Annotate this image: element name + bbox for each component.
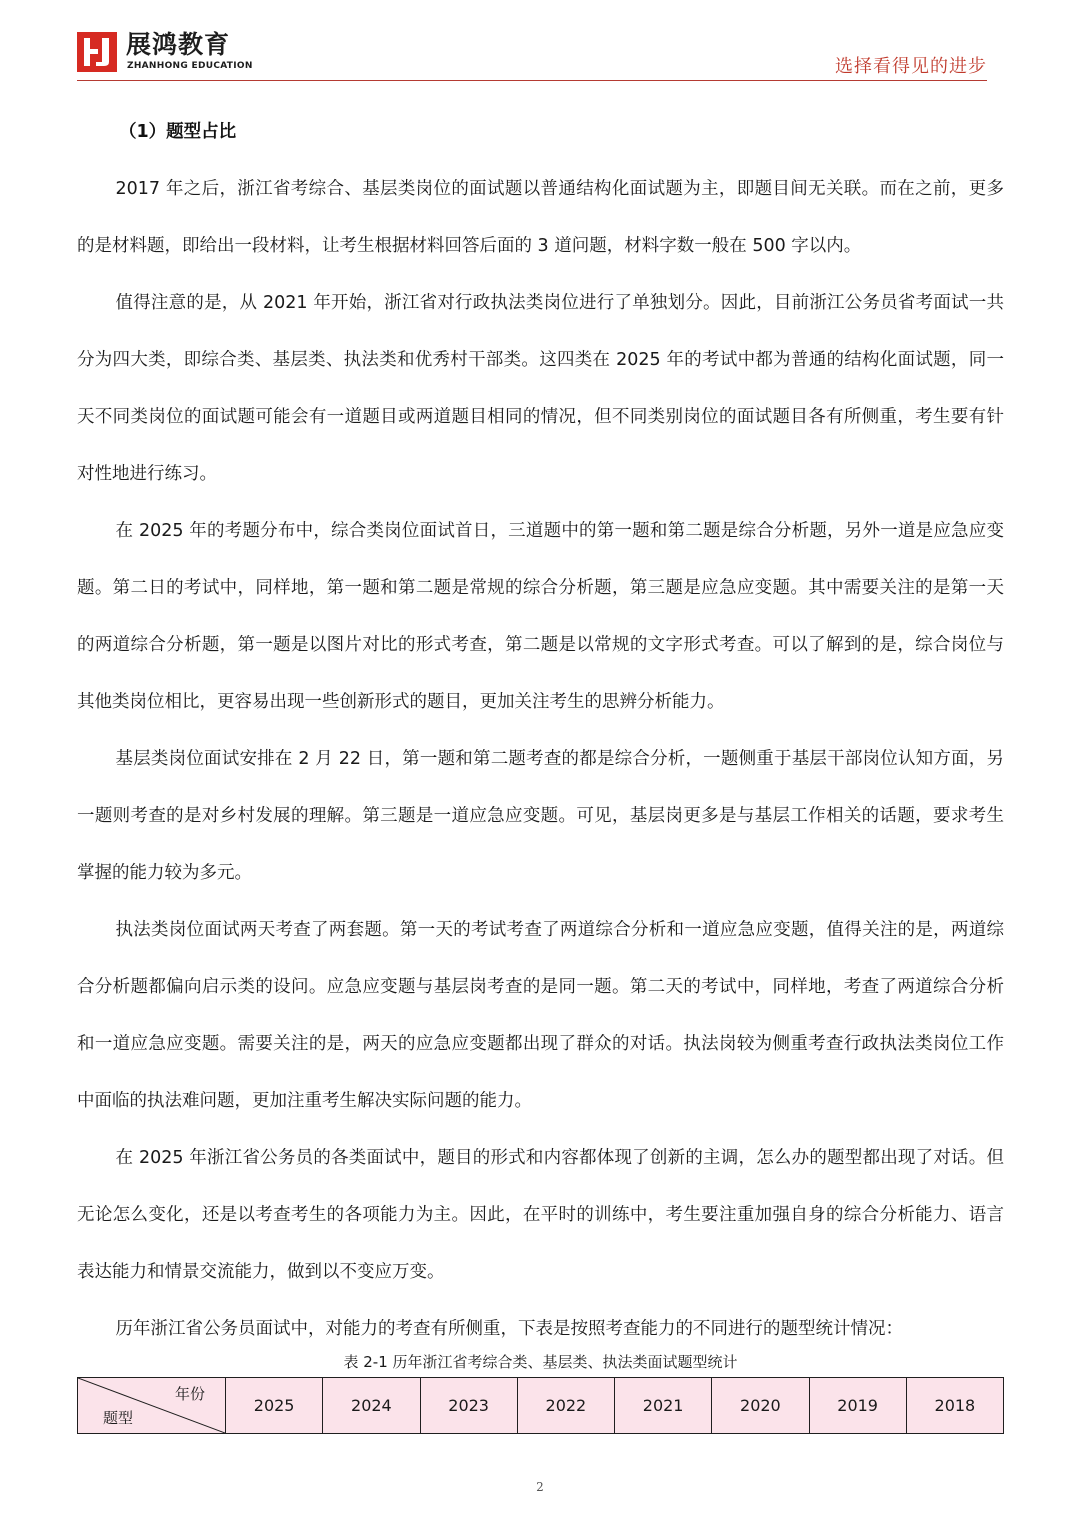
year-header-cell: 2018 xyxy=(906,1378,1003,1434)
year-header-cell: 2021 xyxy=(615,1378,712,1434)
paragraph-categories: 值得注意的是，从 2021 年开始，浙江省对行政执法类岗位进行了单独划分。因此，目前浙江公务员省考面试一共分为四大类，即综合类、基层类、执法类和优秀村干部类。这四类在 2025 年的考试中都为普通的结构化面试题，同一天不同类岗位的面试题可能会有一道题目或两道题目相同的情况，但不同类别岗位的面试题目各有所侧重，考生要有针对性地进行练习。 xyxy=(77,293,1004,484)
table-header-row xyxy=(78,1378,1004,1434)
year-header-cell: 2025 xyxy=(226,1378,323,1434)
brand-name-cn: 展鸿教育 xyxy=(126,30,231,59)
corner-label-year: 年份 xyxy=(174,1385,205,1403)
brand-logo-mark-icon xyxy=(77,32,117,72)
question-type-table xyxy=(77,1377,1004,1434)
paragraph-table-intro: 历年浙江省公务员面试中，对能力的考查有所侧重，下表是按照考查能力的不同进行的题型统计情况： xyxy=(115,1319,903,1339)
table-caption: 表 2-1 历年浙江省考综合类、基层类、执法类面试题型统计 xyxy=(343,1353,738,1371)
page-header xyxy=(77,30,987,81)
corner-label-type: 题型 xyxy=(103,1409,134,1427)
paragraph-comprehensive: 在 2025 年的考题分布中，综合类岗位面试首日，三道题中的第一题和第二题是综合分析题，另外一道是应急应变题。第二日的考试中，同样地，第一题和第二题是常规的综合分析题，第三题是应急应变题。其中需要关注的是第一天的两道综合分析题，第一题是以图片对比的形式考查，第二题是以常规的文字形式考查。可以了解到的是，综合岗位与其他类岗位相比，更容易出现一些创新形式的题目，更加关注考生的思辨分析能力。 xyxy=(77,521,1004,712)
year-header-cell: 2020 xyxy=(712,1378,809,1434)
brand-name-en: ZHANHONG EDUCATION xyxy=(127,61,253,71)
paragraph-grassroots: 基层类岗位面试安排在 2 月 22 日，第一题和第二题考查的都是综合分析，一题侧重于基层干部岗位认知方面，另一题则考查的是对乡村发展的理解。第三题是一道应急应变题。可见，基层岗更多是与基层工作相关的话题，要求考生掌握的能力较为多元。 xyxy=(77,749,1004,883)
paragraph-law-enforcement: 执法类岗位面试两天考查了两套题。第一天的考试考查了两道综合分析和一道应急应变题，值得关注的是，两道综合分析题都偏向启示类的设问。应急应变题与基层岗考查的是同一题。第二天的考试中，同样地，考查了两道综合分析和一道应急应变题。需要关注的是，两天的应急应变题都出现了群众的对话。执法岗较为侧重考查行政执法类岗位工作中面临的执法难问题，更加注重考生解决实际问题的能力。 xyxy=(77,920,1004,1111)
document-body xyxy=(77,104,1004,1358)
year-header-cell: 2022 xyxy=(517,1378,614,1434)
header-slogan: 选择看得见的进步 xyxy=(835,56,987,77)
paragraph-history: 2017 年之后，浙江省考综合、基层类岗位的面试题以普通结构化面试题为主，即题目间无关联。而在之前，更多的是材料题，即给出一段材料，让考生根据材料回答后面的 3 道问题，材料字数一般在 500 字以内。 xyxy=(77,179,1004,256)
section-heading: （1）题型占比 xyxy=(119,122,237,142)
table-corner-cell xyxy=(78,1378,226,1434)
year-header-cell: 2024 xyxy=(323,1378,420,1434)
year-header-cell: 2019 xyxy=(809,1378,906,1434)
year-header-cell: 2023 xyxy=(420,1378,517,1434)
paragraph-summary: 在 2025 年浙江省公务员的各类面试中，题目的形式和内容都体现了创新的主调，怎么办的题型都出现了对话。但无论怎么变化，还是以考查考生的各项能力为主。因此，在平时的训练中，考生要注重加强自身的综合分析能力、语言表达能力和情景交流能力，做到以不变应万变。 xyxy=(77,1148,1004,1282)
brand-logo xyxy=(77,30,253,74)
page-number: 2 xyxy=(536,1480,544,1494)
